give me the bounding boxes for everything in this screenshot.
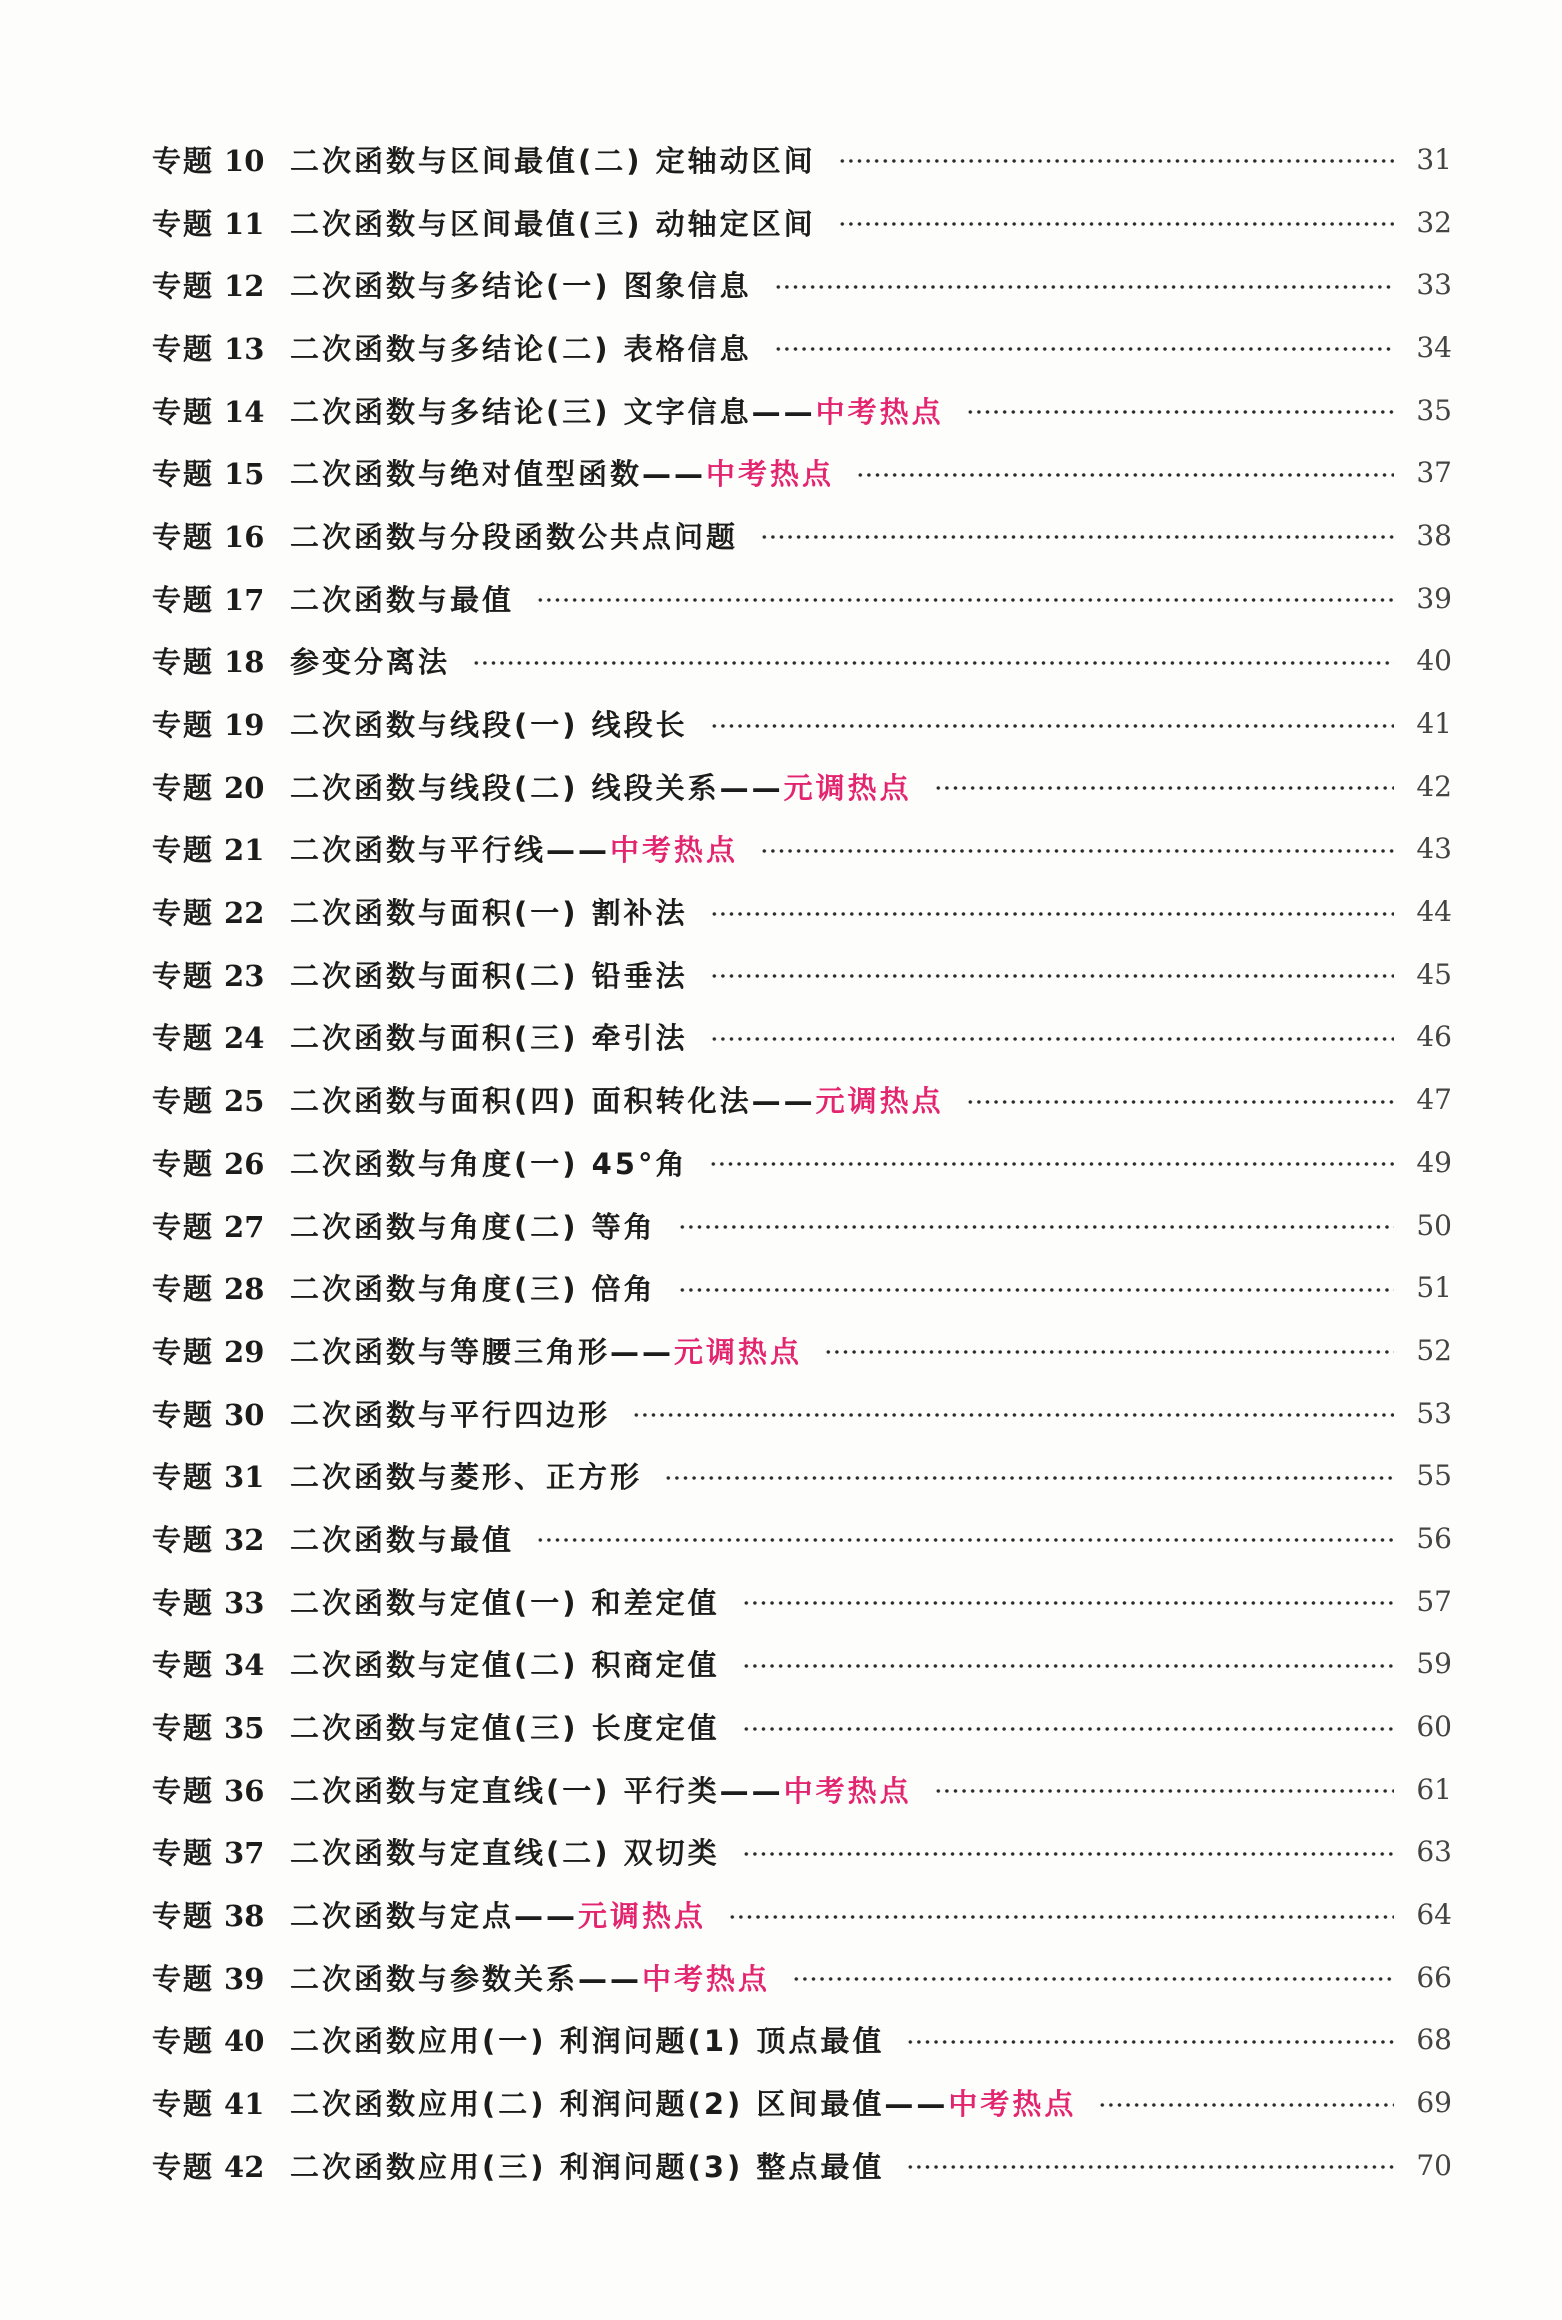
toc-entry[interactable] [152, 1006, 1452, 1069]
toc-entry[interactable] [152, 630, 1452, 693]
topic-label [152, 1581, 290, 1622]
dot-leader [536, 1538, 1394, 1542]
topic-number: 16 [224, 519, 265, 554]
page-number: 55 [1416, 1459, 1452, 1493]
topic-number: 41 [224, 2087, 265, 2122]
topic-label [152, 1267, 290, 1308]
dot-leader [742, 1727, 1394, 1731]
dot-leader [760, 535, 1394, 539]
dot-leader [760, 849, 1394, 853]
topic-number: 11 [224, 206, 265, 241]
topic-label [152, 578, 290, 619]
topic-title: 二次函数与定值(二) 积商定值 [290, 1648, 720, 1683]
topic-number: 22 [224, 896, 265, 931]
page-number: 44 [1416, 895, 1452, 929]
topic-title: 二次函数与定点—— [290, 1899, 579, 1934]
page-number: 32 [1416, 205, 1452, 239]
dot-leader [678, 1225, 1394, 1229]
topic-label [152, 703, 290, 744]
hot-topic-tag: 元调热点 [578, 1899, 707, 1934]
topic-word: 专题 [152, 2024, 215, 2059]
topic-number: 42 [224, 2149, 265, 2184]
dot-leader [966, 1100, 1394, 1104]
topic-word: 专题 [152, 645, 215, 680]
page-number: 45 [1416, 957, 1452, 991]
page-number: 47 [1416, 1083, 1452, 1117]
topic-number: 14 [224, 394, 265, 429]
topic-title: 二次函数与面积(一) 割补法 [290, 896, 688, 931]
topic-title: 二次函数应用(一) 利润问题(1) 顶点最值 [290, 2024, 885, 2059]
topic-number: 39 [224, 1961, 265, 1996]
topic-label [152, 1894, 290, 1935]
page-number: 51 [1416, 1271, 1452, 1305]
topic-title: 二次函数应用(二) 利润问题(2) 区间最值—— [290, 2087, 949, 2122]
topic-word: 专题 [152, 394, 215, 429]
page-number: 49 [1416, 1145, 1452, 1179]
toc-entry[interactable] [152, 692, 1452, 755]
page-number: 50 [1416, 1208, 1452, 1242]
hot-topic-tag: 元调热点 [815, 1084, 944, 1119]
hot-topic-tag: 中考热点 [706, 457, 835, 492]
topic-label [152, 202, 290, 243]
topic-title: 二次函数与线段(二) 线段关系—— [290, 770, 784, 805]
topic-label [152, 1643, 290, 1684]
topic-label [152, 1518, 290, 1559]
topic-label [152, 390, 290, 431]
topic-number: 31 [224, 1460, 265, 1495]
dot-leader [966, 410, 1394, 414]
topic-word: 专题 [152, 1836, 215, 1871]
topic-number: 27 [224, 1209, 265, 1244]
topic-word: 专题 [152, 1648, 215, 1683]
topic-word: 专题 [152, 833, 215, 868]
dot-leader [906, 2165, 1394, 2169]
page-number: 57 [1416, 1584, 1452, 1618]
toc-entry[interactable] [152, 1758, 1452, 1821]
dot-leader [678, 1288, 1394, 1292]
topic-number: 19 [224, 708, 265, 743]
toc-entry[interactable] [152, 2009, 1452, 2072]
topic-label [152, 640, 290, 681]
page-number: 38 [1416, 518, 1452, 552]
page-number: 43 [1416, 832, 1452, 866]
topic-number: 13 [224, 331, 265, 366]
toc-entry[interactable] [152, 567, 1452, 630]
topic-title: 二次函数与角度(一) 45°角 [290, 1146, 688, 1181]
topic-word: 专题 [152, 1711, 215, 1746]
hot-topic-tag: 中考热点 [948, 2087, 1077, 2122]
topic-number: 10 [224, 143, 265, 178]
toc-entry[interactable] [152, 1695, 1452, 1758]
topic-label [152, 139, 290, 180]
topic-word: 专题 [152, 1146, 215, 1181]
toc-entry[interactable] [152, 504, 1452, 567]
topic-title: 二次函数与定值(三) 长度定值 [290, 1711, 720, 1746]
dot-leader [710, 724, 1394, 728]
topic-title: 二次函数与多结论(一) 图象信息 [290, 269, 752, 304]
topic-word: 专题 [152, 1397, 215, 1432]
dot-leader [934, 1789, 1394, 1793]
hot-topic-tag: 中考热点 [642, 1961, 771, 1996]
dot-leader [774, 285, 1394, 289]
topic-number: 18 [224, 645, 265, 680]
topic-word: 专题 [152, 1460, 215, 1495]
topic-number: 38 [224, 1899, 265, 1934]
topic-word: 专题 [152, 1021, 215, 1056]
page-number: 66 [1416, 1960, 1452, 1994]
topic-word: 专题 [152, 519, 215, 554]
dot-leader [838, 222, 1394, 226]
table-of-contents [152, 128, 1452, 2197]
toc-entry[interactable] [152, 128, 1452, 191]
page-number: 60 [1416, 1710, 1452, 1744]
toc-entry[interactable] [152, 1883, 1452, 1946]
topic-word: 专题 [152, 2087, 215, 2122]
topic-word: 专题 [152, 896, 215, 931]
toc-entry[interactable] [152, 1194, 1452, 1257]
topic-number: 25 [224, 1084, 265, 1119]
toc-entry[interactable] [152, 1068, 1452, 1131]
toc-entry[interactable] [152, 441, 1452, 504]
topic-number: 32 [224, 1522, 265, 1557]
topic-label [152, 1330, 290, 1371]
page-number: 35 [1416, 393, 1452, 427]
topic-title: 二次函数与定直线(一) 平行类—— [290, 1773, 784, 1808]
toc-entry[interactable] [152, 191, 1452, 254]
dot-leader [709, 1162, 1394, 1166]
dot-leader [838, 159, 1394, 163]
topic-title: 二次函数与区间最值(二) 定轴动区间 [290, 143, 816, 178]
topic-word: 专题 [152, 1773, 215, 1808]
toc-entry[interactable] [152, 1131, 1452, 1194]
topic-title: 二次函数与角度(三) 倍角 [290, 1272, 656, 1307]
dot-leader [710, 912, 1394, 916]
topic-label [152, 264, 290, 305]
topic-title: 二次函数与多结论(二) 表格信息 [290, 331, 752, 366]
topic-label [152, 1016, 290, 1057]
topic-word: 专题 [152, 331, 215, 366]
topic-title: 二次函数与等腰三角形—— [290, 1334, 675, 1369]
topic-number: 20 [224, 770, 265, 805]
topic-word: 专题 [152, 770, 215, 805]
topic-word: 专题 [152, 1334, 215, 1369]
page-number: 37 [1416, 456, 1452, 490]
hot-topic-tag: 元调热点 [674, 1334, 803, 1369]
toc-entry[interactable] [152, 1633, 1452, 1696]
topic-number: 28 [224, 1272, 265, 1307]
dot-leader [742, 1601, 1394, 1605]
page-number: 41 [1416, 707, 1452, 741]
topic-label [152, 766, 290, 807]
page-number: 69 [1416, 2086, 1452, 2120]
toc-entry[interactable] [152, 943, 1452, 1006]
topic-word: 专题 [152, 269, 215, 304]
topic-label [152, 2145, 290, 2186]
toc-entry[interactable] [152, 1382, 1452, 1445]
dot-leader [934, 786, 1394, 790]
page-number: 42 [1416, 769, 1452, 803]
dot-leader [906, 2040, 1394, 2044]
topic-number: 34 [224, 1648, 265, 1683]
topic-word: 专题 [152, 1084, 215, 1119]
topic-title: 二次函数与平行线—— [290, 833, 611, 868]
dot-leader [710, 974, 1394, 978]
toc-entry[interactable] [152, 1821, 1452, 1884]
topic-label [152, 1205, 290, 1246]
toc-entry[interactable] [152, 1319, 1452, 1382]
topic-word: 专题 [152, 1585, 215, 1620]
topic-label [152, 2082, 290, 2123]
toc-list [152, 128, 1452, 2197]
topic-title: 二次函数与区间最值(三) 动轴定区间 [290, 206, 816, 241]
topic-number: 37 [224, 1836, 265, 1871]
dot-leader [824, 1350, 1394, 1354]
page-number: 39 [1416, 581, 1452, 615]
topic-title: 二次函数与多结论(三) 文字信息—— [290, 394, 816, 429]
topic-title: 二次函数与线段(一) 线段长 [290, 708, 688, 743]
toc-entry[interactable] [152, 1256, 1452, 1319]
topic-word: 专题 [152, 1209, 215, 1244]
page-number: 33 [1416, 268, 1452, 302]
page-number: 31 [1416, 142, 1452, 176]
dot-leader [632, 1413, 1394, 1417]
hot-topic-tag: 中考热点 [610, 833, 739, 868]
toc-entry[interactable] [152, 2134, 1452, 2197]
topic-label [152, 2019, 290, 2060]
topic-title: 二次函数与定值(一) 和差定值 [290, 1585, 720, 1620]
topic-title: 二次函数与角度(二) 等角 [290, 1209, 656, 1244]
dot-leader [472, 661, 1394, 665]
dot-leader [710, 1037, 1394, 1041]
page-number: 53 [1416, 1396, 1452, 1430]
topic-title: 二次函数与最值 [290, 1522, 515, 1557]
topic-number: 23 [224, 958, 265, 993]
topic-word: 专题 [152, 206, 215, 241]
page-number: 70 [1416, 2148, 1452, 2182]
topic-title: 二次函数与菱形、正方形 [290, 1460, 643, 1495]
topic-number: 17 [224, 582, 265, 617]
page-number: 40 [1416, 644, 1452, 678]
hot-topic-tag: 中考热点 [783, 1773, 912, 1808]
topic-label [152, 1455, 290, 1496]
topic-number: 24 [224, 1021, 265, 1056]
topic-title: 二次函数与面积(二) 铅垂法 [290, 958, 688, 993]
topic-title: 二次函数与参数关系—— [290, 1961, 643, 1996]
topic-number: 40 [224, 2024, 265, 2059]
topic-label [152, 954, 290, 995]
toc-entry[interactable] [152, 1507, 1452, 1570]
topic-number: 35 [224, 1711, 265, 1746]
topic-number: 33 [224, 1585, 265, 1620]
topic-label [152, 452, 290, 493]
page-number: 64 [1416, 1898, 1452, 1932]
dot-leader [792, 1977, 1394, 1981]
topic-title: 参变分离法 [290, 645, 451, 680]
topic-number: 29 [224, 1334, 265, 1369]
dot-leader [856, 473, 1394, 477]
topic-title: 二次函数与最值 [290, 582, 515, 617]
toc-entry[interactable] [152, 755, 1452, 818]
page-number: 46 [1416, 1020, 1452, 1054]
topic-label [152, 1957, 290, 1998]
dot-leader [1098, 2103, 1394, 2107]
toc-entry[interactable] [152, 2071, 1452, 2134]
toc-entry[interactable] [152, 253, 1452, 316]
topic-number: 30 [224, 1397, 265, 1432]
toc-entry[interactable] [152, 316, 1452, 379]
page-number: 59 [1416, 1647, 1452, 1681]
topic-word: 专题 [152, 143, 215, 178]
toc-entry[interactable] [152, 818, 1452, 881]
topic-word: 专题 [152, 457, 215, 492]
topic-label [152, 891, 290, 932]
toc-entry[interactable] [152, 1946, 1452, 2009]
topic-label [152, 1769, 290, 1810]
topic-title: 二次函数与绝对值型函数—— [290, 457, 707, 492]
topic-title: 二次函数应用(三) 利润问题(3) 整点最值 [290, 2149, 885, 2184]
page-number: 52 [1416, 1333, 1452, 1367]
topic-title: 二次函数与分段函数公共点问题 [290, 519, 739, 554]
topic-number: 26 [224, 1146, 265, 1181]
topic-label [152, 1142, 290, 1183]
dot-leader [774, 347, 1394, 351]
topic-word: 专题 [152, 708, 215, 743]
page-number: 68 [1416, 2023, 1452, 2057]
hot-topic-tag: 中考热点 [815, 394, 944, 429]
toc-entry[interactable] [152, 1570, 1452, 1633]
topic-label [152, 1831, 290, 1872]
dot-leader [742, 1664, 1394, 1668]
dot-leader [742, 1852, 1394, 1856]
toc-entry[interactable] [152, 1444, 1452, 1507]
topic-title: 二次函数与平行四边形 [290, 1397, 611, 1432]
page-number: 56 [1416, 1521, 1452, 1555]
topic-word: 专题 [152, 2149, 215, 2184]
topic-label [152, 327, 290, 368]
topic-word: 专题 [152, 582, 215, 617]
topic-word: 专题 [152, 1961, 215, 1996]
topic-label [152, 828, 290, 869]
topic-number: 12 [224, 269, 265, 304]
topic-word: 专题 [152, 1899, 215, 1934]
topic-word: 专题 [152, 1522, 215, 1557]
topic-word: 专题 [152, 1272, 215, 1307]
toc-entry[interactable] [152, 379, 1452, 442]
topic-label [152, 515, 290, 556]
dot-leader [664, 1476, 1394, 1480]
topic-title: 二次函数与面积(四) 面积转化法—— [290, 1084, 816, 1119]
topic-label [152, 1393, 290, 1434]
topic-title: 二次函数与面积(三) 牵引法 [290, 1021, 688, 1056]
topic-word: 专题 [152, 958, 215, 993]
dot-leader [728, 1915, 1394, 1919]
dot-leader [536, 598, 1394, 602]
topic-number: 21 [224, 833, 265, 868]
topic-label [152, 1079, 290, 1120]
page-number: 61 [1416, 1772, 1452, 1806]
toc-entry[interactable] [152, 880, 1452, 943]
hot-topic-tag: 元调热点 [783, 770, 912, 805]
topic-number: 36 [224, 1773, 265, 1808]
topic-number: 15 [224, 457, 265, 492]
topic-label [152, 1706, 290, 1747]
page-number: 34 [1416, 330, 1452, 364]
topic-title: 二次函数与定直线(二) 双切类 [290, 1836, 720, 1871]
page-number: 63 [1416, 1835, 1452, 1869]
